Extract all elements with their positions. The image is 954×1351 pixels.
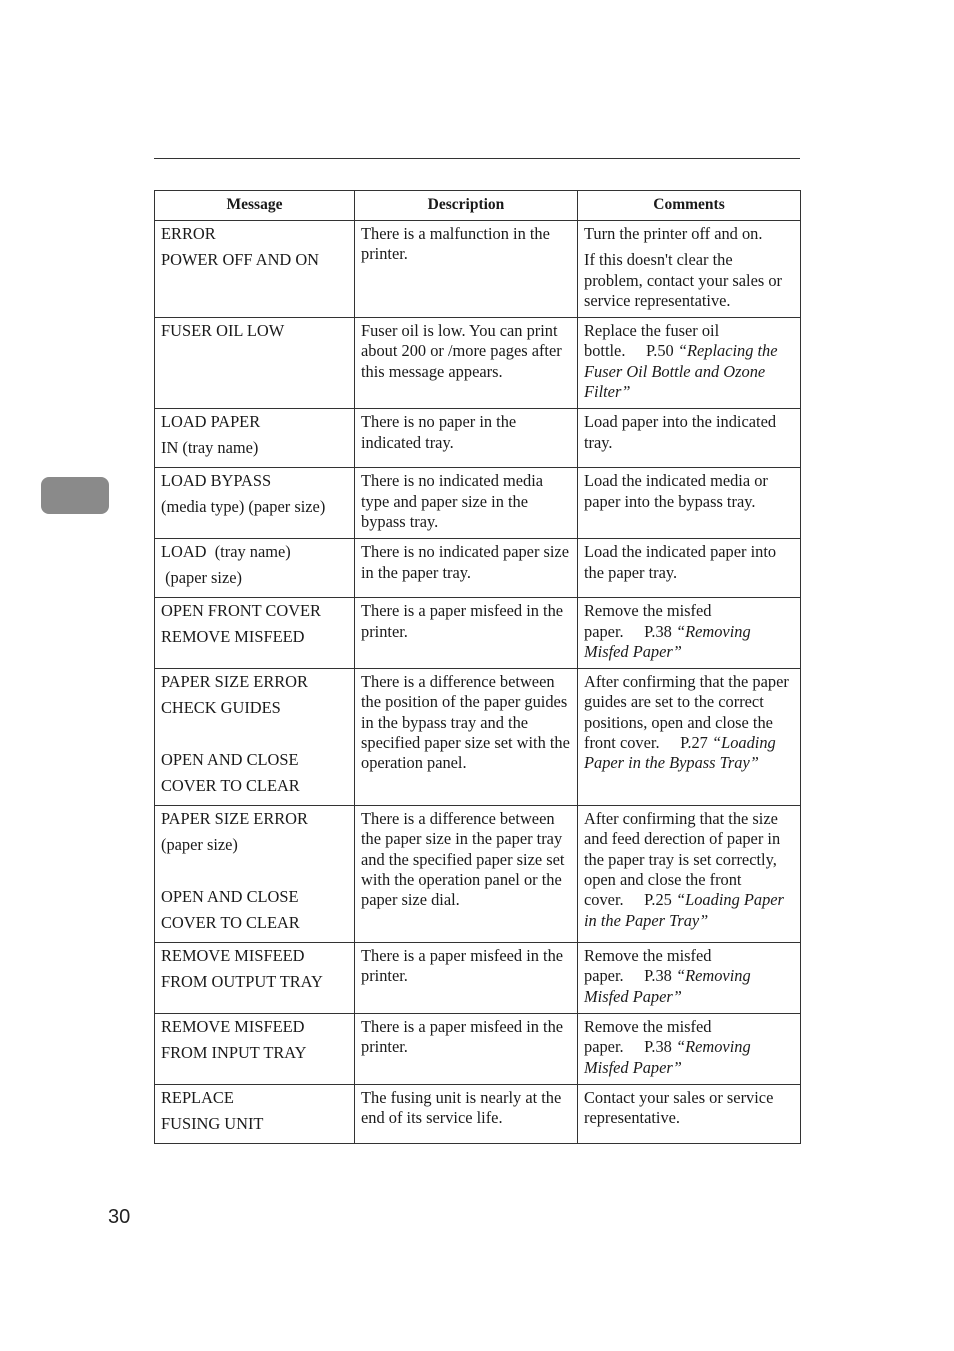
reference-title: “Removing Misfed Paper”: [584, 966, 751, 1006]
reference-page: P.25: [644, 890, 672, 910]
comments-cell: [578, 318, 801, 409]
message-cell: [155, 943, 355, 1014]
message-cell: [155, 598, 355, 669]
reference-title: “Removing Misfed Paper”: [584, 621, 751, 661]
comment-text: Load the indicated media or paper into the bypass tray.: [584, 471, 768, 511]
table-row: [155, 669, 801, 806]
message-line: LOAD (tray name): [161, 542, 291, 562]
page-number: 30: [108, 1206, 131, 1228]
message-line: COVER TO CLEAR: [161, 913, 300, 933]
reference-page: P.27: [680, 733, 708, 753]
message-line: OPEN AND CLOSE: [161, 887, 299, 907]
message-line: (paper size): [161, 835, 238, 855]
reference-page: P.38: [644, 1037, 672, 1057]
description-cell: [355, 409, 578, 468]
description-text: There is a difference between the position of the paper guides in the bypass tray and the specified paper size set with the operation panel.: [361, 672, 570, 773]
message-line: POWER OFF AND ON: [161, 250, 320, 269]
message-line: (media type) (paper size): [161, 497, 326, 517]
message-line: FUSER OIL LOW: [161, 321, 285, 341]
description-cell: [355, 598, 578, 669]
message-line: [161, 721, 348, 747]
message-cell: [155, 1014, 355, 1085]
description-cell: [355, 318, 578, 409]
comment-text: After confirming that the paper guides are set to the correct positions, open and close the front cover.: [584, 672, 789, 753]
message-line: FROM INPUT TRAY: [161, 1043, 307, 1063]
table-row: [155, 221, 801, 318]
table-row: [155, 318, 801, 409]
description-text: There is no paper in the indicated tray.: [361, 412, 517, 452]
comment-text: If this doesn't clear the problem, contact your sales or service representative.: [584, 250, 782, 310]
comments-cell: [578, 468, 801, 539]
message-line: REPLACE: [161, 1087, 234, 1107]
message-cell: [155, 221, 355, 318]
description-cell: [355, 943, 578, 1014]
reference-page: P.50: [645, 341, 674, 361]
description-text: There is a paper misfeed in the printer.: [361, 601, 564, 641]
message-line: FUSING UNIT: [161, 1113, 264, 1133]
message-line: IN (tray name): [161, 438, 259, 458]
table-row: [155, 943, 801, 1014]
message-line: REMOVE MISFEED: [161, 1017, 305, 1037]
table-header-row: [155, 191, 801, 221]
description-cell: [355, 669, 578, 806]
comments-cell: [578, 943, 801, 1014]
comment-text: Remove the misfed paper.: [584, 601, 712, 641]
message-line: PAPER SIZE ERROR: [161, 672, 308, 692]
message-line: LOAD PAPER: [161, 412, 261, 432]
comments-cell: [578, 221, 801, 318]
message-line: COVER TO CLEAR: [161, 776, 300, 796]
error-message-table: [154, 190, 801, 1144]
comment-text: Remove the misfed paper.: [584, 946, 712, 986]
description-cell: [355, 468, 578, 539]
reference-title: “Removing Misfed Paper”: [584, 1037, 751, 1077]
column-header-comments: Comments: [578, 191, 801, 221]
message-line: REMOVE MISFEED: [161, 946, 305, 966]
comments-cell: [578, 669, 801, 806]
message-cell: [155, 409, 355, 468]
description-cell: [355, 1084, 578, 1143]
message-line: OPEN AND CLOSE: [161, 750, 299, 770]
reference-page: P.38: [644, 966, 672, 986]
table-row: [155, 1014, 801, 1085]
description-text: There is a paper misfeed in the printer.: [361, 946, 564, 986]
table-row: [155, 1084, 801, 1143]
comment-text: After confirming that the size and feed derection of paper in the paper tray is set correctly, open and close the front cover.: [584, 809, 781, 910]
message-line: (paper size): [161, 568, 242, 588]
message-line: PAPER SIZE ERROR: [161, 809, 308, 829]
message-line: CHECK GUIDES: [161, 698, 281, 718]
comment-text: Load paper into the indicated tray.: [584, 412, 777, 452]
comment-text: Contact your sales or service representative.: [584, 1087, 774, 1128]
message-line: REMOVE MISFEED: [161, 627, 305, 647]
comment-text: Turn the printer off and on.: [584, 224, 763, 243]
message-line: OPEN FRONT COVER: [161, 601, 321, 621]
message-cell: [155, 1084, 355, 1143]
column-header-description: Description: [355, 191, 578, 221]
comments-cell: [578, 598, 801, 669]
header-rule: [154, 158, 800, 159]
message-cell: [155, 468, 355, 539]
message-cell: [155, 539, 355, 598]
message-line: FROM OUTPUT TRAY: [161, 972, 323, 992]
comment-text: Replace the fuser oil bottle.: [584, 321, 720, 361]
table-row: [155, 468, 801, 539]
reference-title: “Loading Paper in the Bypass Tray”: [584, 733, 776, 773]
message-line: [161, 858, 348, 884]
description-text: There is a paper misfeed in the printer.: [361, 1017, 564, 1057]
table-row: [155, 598, 801, 669]
comment-text: Remove the misfed paper.: [584, 1017, 712, 1057]
table-row: [155, 539, 801, 598]
table-row: [155, 409, 801, 468]
table-row: [155, 806, 801, 943]
message-cell: [155, 318, 355, 409]
comments-cell: [578, 806, 801, 943]
message-line: ERROR: [161, 224, 216, 243]
message-cell: [155, 669, 355, 806]
comments-cell: [578, 409, 801, 468]
message-line: LOAD BYPASS: [161, 471, 272, 491]
comments-cell: [578, 1014, 801, 1085]
description-cell: [355, 539, 578, 598]
table-body: [155, 221, 801, 1144]
description-text: The fusing unit is nearly at the end of its service life.: [361, 1087, 562, 1128]
description-text: There is a malfunction in the printer.: [361, 224, 550, 264]
comments-cell: [578, 1084, 801, 1143]
comments-cell: [578, 539, 801, 598]
reference-title: “Replacing the Fuser Oil Bottle and Ozone Filter”: [584, 341, 778, 402]
description-text: There is no indicated media type and paper size in the bypass tray.: [361, 471, 544, 531]
message-cell: [155, 806, 355, 943]
column-header-message: Message: [155, 191, 355, 221]
description-cell: [355, 221, 578, 318]
reference-page: P.38: [644, 621, 672, 641]
description-cell: [355, 1014, 578, 1085]
description-text: There is no indicated paper size in the paper tray.: [361, 542, 569, 582]
chapter-tab-marker: [41, 477, 109, 514]
description-text: There is a difference between the paper size in the paper tray and the specified paper size set with the operation panel or the paper size dial.: [361, 809, 565, 910]
reference-title: “Loading Paper in the Paper Tray”: [584, 890, 784, 930]
comment-text: Load the indicated paper into the paper tray.: [584, 542, 777, 582]
description-text: Fuser oil is low. You can print about 200 or /more pages after this message appears.: [361, 321, 562, 381]
description-cell: [355, 806, 578, 943]
